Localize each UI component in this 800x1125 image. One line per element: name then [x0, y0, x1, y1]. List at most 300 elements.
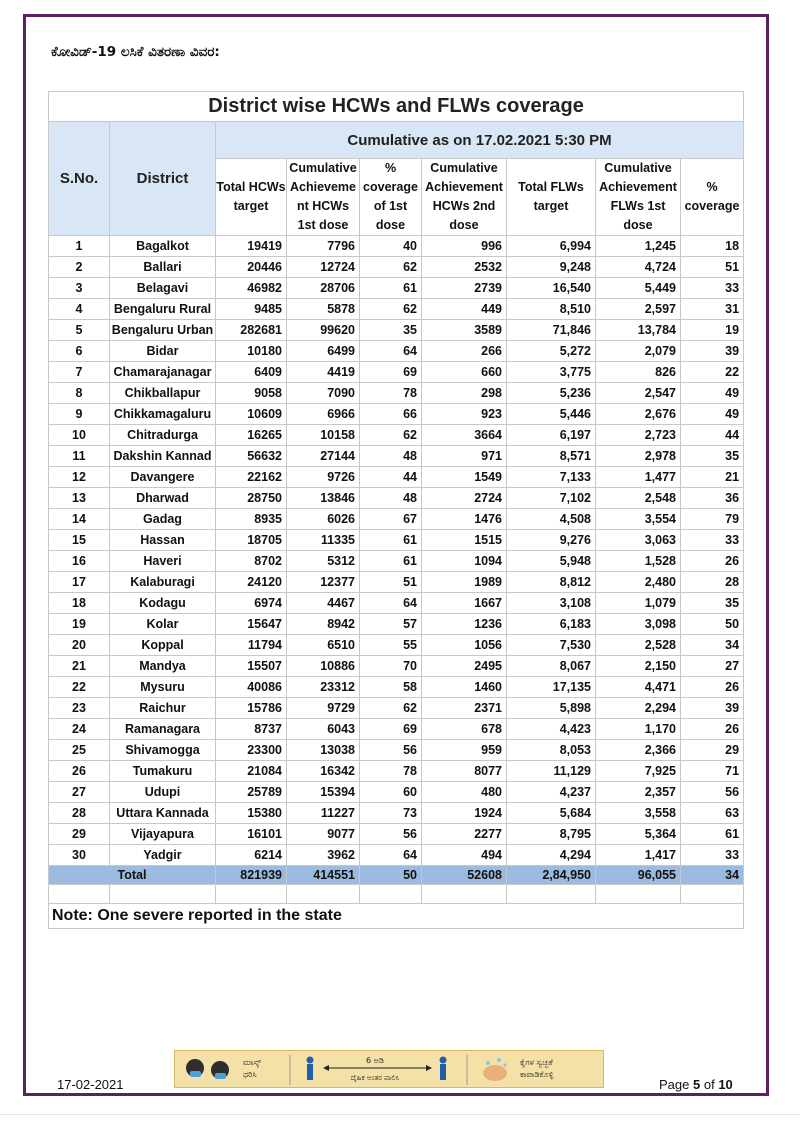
- cell-pct-coverage: 71: [681, 761, 744, 782]
- header-cum-hcws-1st: Cumulative Achieveme nt HCWs 1st dose: [287, 159, 360, 236]
- cell-cum-flws-1st: 7,925: [596, 761, 681, 782]
- cell-cum-hcws-2nd: 8077: [422, 761, 507, 782]
- cell-cum-hcws-2nd: 1924: [422, 803, 507, 824]
- cell-cum-hcws-2nd: 971: [422, 446, 507, 467]
- cell-pct-coverage: 39: [681, 698, 744, 719]
- cell-pct-coverage: 26: [681, 719, 744, 740]
- cell-district: Dakshin Kannad: [110, 446, 216, 467]
- cell-pct-coverage: 28: [681, 572, 744, 593]
- cell-total-flws: 16,540: [507, 278, 596, 299]
- header-pct-1st: % coverage of 1st dose: [360, 159, 422, 236]
- cell-sno: 9: [49, 404, 110, 425]
- cell-district: Bengaluru Urban: [110, 320, 216, 341]
- cell-total-hcws: 9485: [216, 299, 287, 320]
- cell-cum-hcws-1st: 6043: [287, 719, 360, 740]
- cell-total-hcws: 15647: [216, 614, 287, 635]
- cell-sno: 29: [49, 824, 110, 845]
- cell-total-flws: 7,530: [507, 635, 596, 656]
- cell-district: Udupi: [110, 782, 216, 803]
- kannada-title: ಕೋವಿಡ್-19 ಲಸಿಕೆ ವಿತರಣಾ ವಿವರ:: [51, 44, 220, 60]
- cell-cum-flws-1st: 1,417: [596, 845, 681, 866]
- cell-pct-coverage: 26: [681, 677, 744, 698]
- page-prefix: Page: [659, 1077, 690, 1092]
- total-label: Total: [49, 866, 216, 885]
- cell-cum-hcws-2nd: 3664: [422, 425, 507, 446]
- cell-district: Bagalkot: [110, 236, 216, 257]
- cell-cum-flws-1st: 2,978: [596, 446, 681, 467]
- cell-pct-1st: 56: [360, 824, 422, 845]
- cell-pct-coverage: 49: [681, 383, 744, 404]
- cell-total-flws: 8,510: [507, 299, 596, 320]
- cell-district: Davangere: [110, 467, 216, 488]
- cell-sno: 10: [49, 425, 110, 446]
- cell-district: Haveri: [110, 551, 216, 572]
- banner-distance-text: ದೈಹಿಕ ಅಂತರ ಪಾಲಿಸಿ: [350, 1074, 400, 1082]
- table-row: [49, 614, 744, 635]
- cell-sno: 19: [49, 614, 110, 635]
- cell-cum-hcws-2nd: 2495: [422, 656, 507, 677]
- total-cum-hcws-1st: 414551: [287, 866, 360, 885]
- table-row: [49, 635, 744, 656]
- table-row: [49, 740, 744, 761]
- cell-pct-coverage: 34: [681, 635, 744, 656]
- cell-cum-hcws-1st: 6026: [287, 509, 360, 530]
- cell-total-flws: 8,795: [507, 824, 596, 845]
- cell-cum-hcws-2nd: 1460: [422, 677, 507, 698]
- cell-cum-hcws-1st: 5878: [287, 299, 360, 320]
- cell-pct-1st: 64: [360, 845, 422, 866]
- table-row: [49, 656, 744, 677]
- cell-cum-flws-1st: 3,063: [596, 530, 681, 551]
- cell-cum-hcws-2nd: 1056: [422, 635, 507, 656]
- page-total: 10: [718, 1077, 733, 1092]
- cell-pct-1st: 48: [360, 488, 422, 509]
- header-district: District: [110, 122, 216, 236]
- cell-pct-coverage: 33: [681, 845, 744, 866]
- table-row: [49, 677, 744, 698]
- cell-cum-flws-1st: 2,366: [596, 740, 681, 761]
- cell-sno: 18: [49, 593, 110, 614]
- cell-sno: 14: [49, 509, 110, 530]
- cell-sno: 20: [49, 635, 110, 656]
- cell-total-flws: 5,236: [507, 383, 596, 404]
- cell-cum-flws-1st: 3,098: [596, 614, 681, 635]
- table-row: [49, 383, 744, 404]
- cell-cum-hcws-1st: 11335: [287, 530, 360, 551]
- cell-pct-coverage: 33: [681, 278, 744, 299]
- cell-total-hcws: 19419: [216, 236, 287, 257]
- cell-cum-flws-1st: 5,364: [596, 824, 681, 845]
- cell-cum-hcws-1st: 5312: [287, 551, 360, 572]
- cell-sno: 6: [49, 341, 110, 362]
- cell-total-hcws: 16265: [216, 425, 287, 446]
- coverage-table-wrapper: [48, 91, 743, 929]
- table-row: [49, 236, 744, 257]
- covid-safety-banner: [174, 1050, 604, 1088]
- cell-pct-coverage: 18: [681, 236, 744, 257]
- table-row: [49, 362, 744, 383]
- table-row: [49, 488, 744, 509]
- cell-total-hcws: 28750: [216, 488, 287, 509]
- cell-total-flws: 4,294: [507, 845, 596, 866]
- cell-district: Kolar: [110, 614, 216, 635]
- cell-sno: 11: [49, 446, 110, 467]
- cell-pct-1st: 69: [360, 719, 422, 740]
- cell-cum-hcws-1st: 12377: [287, 572, 360, 593]
- cell-total-hcws: 16101: [216, 824, 287, 845]
- cell-total-flws: 5,272: [507, 341, 596, 362]
- table-row: [49, 803, 744, 824]
- cell-total-hcws: 22162: [216, 467, 287, 488]
- cell-total-flws: 11,129: [507, 761, 596, 782]
- banner-distance-value: 6 ಅಡಿ: [366, 1056, 384, 1065]
- cell-district: Mysuru: [110, 677, 216, 698]
- cell-cum-hcws-2nd: 996: [422, 236, 507, 257]
- cell-pct-1st: 61: [360, 530, 422, 551]
- total-row: [49, 866, 744, 885]
- cell-pct-1st: 78: [360, 383, 422, 404]
- cell-total-hcws: 56632: [216, 446, 287, 467]
- cell-cum-flws-1st: 2,548: [596, 488, 681, 509]
- cell-pct-1st: 61: [360, 278, 422, 299]
- banner-mask-text-2: ಧರಿಸಿ: [243, 1070, 257, 1079]
- page-bottom-divider: [0, 1114, 800, 1115]
- cell-district: Kodagu: [110, 593, 216, 614]
- cell-total-flws: 6,994: [507, 236, 596, 257]
- cell-district: Gadag: [110, 509, 216, 530]
- cell-total-flws: 4,508: [507, 509, 596, 530]
- cell-pct-coverage: 44: [681, 425, 744, 446]
- cell-sno: 24: [49, 719, 110, 740]
- cell-sno: 13: [49, 488, 110, 509]
- cell-cum-hcws-1st: 4419: [287, 362, 360, 383]
- cell-pct-1st: 66: [360, 404, 422, 425]
- cell-sno: 8: [49, 383, 110, 404]
- cell-total-hcws: 25789: [216, 782, 287, 803]
- cell-district: Chamarajanagar: [110, 362, 216, 383]
- cell-cum-hcws-1st: 7796: [287, 236, 360, 257]
- cell-pct-1st: 35: [360, 320, 422, 341]
- table-row: [49, 572, 744, 593]
- cell-sno: 4: [49, 299, 110, 320]
- cell-district: Ramanagara: [110, 719, 216, 740]
- cell-cum-hcws-1st: 15394: [287, 782, 360, 803]
- person-icon-left: [307, 1057, 314, 1064]
- cell-total-flws: 8,067: [507, 656, 596, 677]
- coverage-table: [48, 91, 744, 929]
- cell-pct-coverage: 19: [681, 320, 744, 341]
- cell-cum-hcws-2nd: 298: [422, 383, 507, 404]
- cell-district: Chikkamagaluru: [110, 404, 216, 425]
- cell-total-hcws: 15786: [216, 698, 287, 719]
- cell-district: Bengaluru Rural: [110, 299, 216, 320]
- cell-total-hcws: 15380: [216, 803, 287, 824]
- cell-total-flws: 5,446: [507, 404, 596, 425]
- cell-cum-hcws-1st: 8942: [287, 614, 360, 635]
- cell-cum-hcws-1st: 7090: [287, 383, 360, 404]
- table-row: [49, 593, 744, 614]
- cell-sno: 26: [49, 761, 110, 782]
- cell-total-hcws: 11794: [216, 635, 287, 656]
- total-pct-1st: 50: [360, 866, 422, 885]
- cell-sno: 3: [49, 278, 110, 299]
- total-cum-hcws-2nd: 52608: [422, 866, 507, 885]
- cell-pct-coverage: 29: [681, 740, 744, 761]
- cell-pct-coverage: 31: [681, 299, 744, 320]
- cell-cum-hcws-2nd: 494: [422, 845, 507, 866]
- cell-cum-hcws-1st: 6966: [287, 404, 360, 425]
- table-row: [49, 299, 744, 320]
- cell-cum-hcws-1st: 13846: [287, 488, 360, 509]
- cell-sno: 17: [49, 572, 110, 593]
- cell-cum-flws-1st: 1,528: [596, 551, 681, 572]
- table-title: District wise HCWs and FLWs coverage: [49, 92, 744, 122]
- cell-pct-1st: 58: [360, 677, 422, 698]
- cell-pct-1st: 62: [360, 425, 422, 446]
- cell-total-flws: 4,237: [507, 782, 596, 803]
- cell-pct-1st: 48: [360, 446, 422, 467]
- cell-cum-hcws-2nd: 678: [422, 719, 507, 740]
- cell-pct-coverage: 79: [681, 509, 744, 530]
- cell-cum-flws-1st: 3,554: [596, 509, 681, 530]
- cell-pct-1st: 62: [360, 257, 422, 278]
- table-row: [49, 341, 744, 362]
- cell-pct-1st: 60: [360, 782, 422, 803]
- cell-cum-flws-1st: 2,547: [596, 383, 681, 404]
- header-total-flws: Total FLWs target: [507, 159, 596, 236]
- cell-cum-flws-1st: 2,480: [596, 572, 681, 593]
- cell-cum-flws-1st: 1,170: [596, 719, 681, 740]
- cell-pct-coverage: 50: [681, 614, 744, 635]
- cell-cum-flws-1st: 4,471: [596, 677, 681, 698]
- cell-total-flws: 9,248: [507, 257, 596, 278]
- cell-cum-hcws-2nd: 2532: [422, 257, 507, 278]
- cell-total-hcws: 40086: [216, 677, 287, 698]
- cell-total-hcws: 46982: [216, 278, 287, 299]
- cell-sno: 16: [49, 551, 110, 572]
- cell-cum-hcws-2nd: 1515: [422, 530, 507, 551]
- cell-sno: 5: [49, 320, 110, 341]
- cell-cum-hcws-2nd: 923: [422, 404, 507, 425]
- cell-cum-hcws-1st: 28706: [287, 278, 360, 299]
- cell-total-flws: 71,846: [507, 320, 596, 341]
- cell-total-hcws: 21084: [216, 761, 287, 782]
- page-of: of: [703, 1077, 715, 1092]
- cell-sno: 25: [49, 740, 110, 761]
- table-row: [49, 782, 744, 803]
- cell-cum-hcws-1st: 6510: [287, 635, 360, 656]
- cell-cum-hcws-2nd: 660: [422, 362, 507, 383]
- table-row: [49, 425, 744, 446]
- table-row: [49, 698, 744, 719]
- cell-cum-flws-1st: 1,245: [596, 236, 681, 257]
- cell-cum-hcws-2nd: 2724: [422, 488, 507, 509]
- cell-total-hcws: 8702: [216, 551, 287, 572]
- cell-district: Chitradurga: [110, 425, 216, 446]
- cell-total-hcws: 24120: [216, 572, 287, 593]
- table-row: [49, 530, 744, 551]
- cell-cum-flws-1st: 2,723: [596, 425, 681, 446]
- cell-pct-coverage: 22: [681, 362, 744, 383]
- cell-pct-coverage: 63: [681, 803, 744, 824]
- cell-cum-hcws-2nd: 1667: [422, 593, 507, 614]
- cell-total-flws: 6,183: [507, 614, 596, 635]
- cell-sno: 28: [49, 803, 110, 824]
- total-flws: 2,84,950: [507, 866, 596, 885]
- cell-sno: 15: [49, 530, 110, 551]
- cell-pct-1st: 57: [360, 614, 422, 635]
- cell-total-flws: 5,898: [507, 698, 596, 719]
- hand-wash-icon: [483, 1065, 507, 1081]
- page-current: 5: [693, 1077, 701, 1092]
- cell-district: Hassan: [110, 530, 216, 551]
- total-cum-flws-1st: 96,055: [596, 866, 681, 885]
- cell-total-hcws: 9058: [216, 383, 287, 404]
- cell-district: Bidar: [110, 341, 216, 362]
- table-row: [49, 278, 744, 299]
- cell-pct-coverage: 26: [681, 551, 744, 572]
- page-number: [659, 1077, 733, 1092]
- table-row: [49, 320, 744, 341]
- cell-pct-coverage: 21: [681, 467, 744, 488]
- cell-pct-1st: 67: [360, 509, 422, 530]
- cell-cum-hcws-2nd: 266: [422, 341, 507, 362]
- cell-sno: 7: [49, 362, 110, 383]
- cell-pct-1st: 64: [360, 593, 422, 614]
- cell-cum-hcws-1st: 16342: [287, 761, 360, 782]
- cell-pct-1st: 55: [360, 635, 422, 656]
- cell-cum-hcws-2nd: 1236: [422, 614, 507, 635]
- cell-pct-1st: 56: [360, 740, 422, 761]
- cell-cum-flws-1st: 2,079: [596, 341, 681, 362]
- table-row: [49, 551, 744, 572]
- cell-total-hcws: 6409: [216, 362, 287, 383]
- cell-pct-1st: 40: [360, 236, 422, 257]
- cell-total-flws: 9,276: [507, 530, 596, 551]
- cell-total-flws: 8,812: [507, 572, 596, 593]
- cell-district: Kalaburagi: [110, 572, 216, 593]
- table-row: [49, 446, 744, 467]
- cell-total-flws: 5,948: [507, 551, 596, 572]
- cell-cum-flws-1st: 4,724: [596, 257, 681, 278]
- cell-pct-coverage: 27: [681, 656, 744, 677]
- cell-cum-hcws-1st: 13038: [287, 740, 360, 761]
- cell-cum-flws-1st: 2,676: [596, 404, 681, 425]
- cell-cum-hcws-1st: 10158: [287, 425, 360, 446]
- cumulative-date-header: Cumulative as on 17.02.2021 5:30 PM: [216, 122, 744, 159]
- cell-pct-1st: 70: [360, 656, 422, 677]
- cell-district: Raichur: [110, 698, 216, 719]
- total-pct-coverage: 34: [681, 866, 744, 885]
- cell-pct-coverage: 35: [681, 593, 744, 614]
- cell-cum-hcws-1st: 99620: [287, 320, 360, 341]
- cell-cum-hcws-2nd: 2739: [422, 278, 507, 299]
- cell-cum-hcws-1st: 12724: [287, 257, 360, 278]
- cell-pct-1st: 51: [360, 572, 422, 593]
- cell-district: Shivamogga: [110, 740, 216, 761]
- cell-total-flws: 7,133: [507, 467, 596, 488]
- cell-district: Vijayapura: [110, 824, 216, 845]
- cell-cum-flws-1st: 2,294: [596, 698, 681, 719]
- cell-pct-1st: 64: [360, 341, 422, 362]
- cell-cum-flws-1st: 2,357: [596, 782, 681, 803]
- cell-cum-hcws-2nd: 959: [422, 740, 507, 761]
- header-total-hcws: Total HCWs target: [216, 159, 287, 236]
- cell-cum-flws-1st: 3,558: [596, 803, 681, 824]
- cell-total-flws: 8,053: [507, 740, 596, 761]
- cell-total-flws: 3,775: [507, 362, 596, 383]
- table-row: [49, 509, 744, 530]
- cell-pct-coverage: 35: [681, 446, 744, 467]
- header-pct-coverage: % coverage: [681, 159, 744, 236]
- banner-mask-text-1: ಮಾಸ್ಕ್: [243, 1058, 262, 1067]
- cell-pct-1st: 78: [360, 761, 422, 782]
- table-row: [49, 467, 744, 488]
- cell-cum-hcws-1st: 9726: [287, 467, 360, 488]
- cell-total-flws: 4,423: [507, 719, 596, 740]
- table-row: [49, 257, 744, 278]
- cell-total-flws: 3,108: [507, 593, 596, 614]
- cell-pct-coverage: 36: [681, 488, 744, 509]
- total-hcws: 821939: [216, 866, 287, 885]
- cell-district: Yadgir: [110, 845, 216, 866]
- cell-district: Tumakuru: [110, 761, 216, 782]
- footer-date: 17-02-2021: [57, 1077, 124, 1092]
- cell-pct-coverage: 51: [681, 257, 744, 278]
- cell-district: Uttara Kannada: [110, 803, 216, 824]
- cell-district: Ballari: [110, 257, 216, 278]
- cell-cum-hcws-1st: 6499: [287, 341, 360, 362]
- cell-cum-flws-1st: 13,784: [596, 320, 681, 341]
- cell-pct-1st: 44: [360, 467, 422, 488]
- cell-pct-coverage: 61: [681, 824, 744, 845]
- cell-total-flws: 7,102: [507, 488, 596, 509]
- cell-sno: 21: [49, 656, 110, 677]
- cell-cum-hcws-2nd: 1549: [422, 467, 507, 488]
- cell-total-hcws: 282681: [216, 320, 287, 341]
- cell-total-hcws: 10609: [216, 404, 287, 425]
- cell-pct-1st: 73: [360, 803, 422, 824]
- banner-hand-text-2: ಕಾಪಾಡಿಕೊಳ್ಳಿ: [520, 1070, 554, 1079]
- cell-sno: 22: [49, 677, 110, 698]
- header-sno: S.No.: [49, 122, 110, 236]
- cell-district: Mandya: [110, 656, 216, 677]
- cell-cum-flws-1st: 5,449: [596, 278, 681, 299]
- cell-total-hcws: 10180: [216, 341, 287, 362]
- cell-district: Dharwad: [110, 488, 216, 509]
- cell-cum-hcws-1st: 4467: [287, 593, 360, 614]
- cell-cum-hcws-2nd: 480: [422, 782, 507, 803]
- cell-pct-coverage: 49: [681, 404, 744, 425]
- cell-pct-1st: 62: [360, 698, 422, 719]
- cell-cum-hcws-1st: 11227: [287, 803, 360, 824]
- banner-graphic: [175, 1051, 605, 1089]
- cell-total-hcws: 8737: [216, 719, 287, 740]
- cell-cum-flws-1st: 2,528: [596, 635, 681, 656]
- cell-cum-hcws-1st: 27144: [287, 446, 360, 467]
- cell-cum-hcws-2nd: 3589: [422, 320, 507, 341]
- cell-cum-flws-1st: 826: [596, 362, 681, 383]
- cell-total-hcws: 8935: [216, 509, 287, 530]
- cell-total-hcws: 20446: [216, 257, 287, 278]
- cell-cum-hcws-2nd: 1476: [422, 509, 507, 530]
- cell-total-hcws: 23300: [216, 740, 287, 761]
- cell-pct-1st: 62: [360, 299, 422, 320]
- cell-total-flws: 6,197: [507, 425, 596, 446]
- cell-total-hcws: 6214: [216, 845, 287, 866]
- cell-cum-hcws-2nd: 2371: [422, 698, 507, 719]
- cell-sno: 2: [49, 257, 110, 278]
